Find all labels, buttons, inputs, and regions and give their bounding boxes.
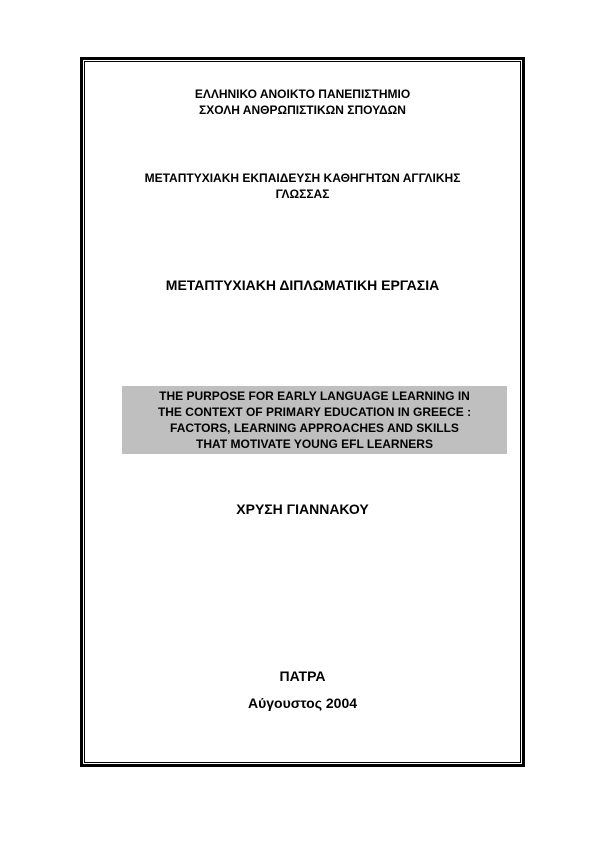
university-name: ΕΛΛΗΝΙΚΟ ΑΝΟΙΚΤΟ ΠΑΝΕΠΙΣΤΗΜΙΟ [194, 87, 411, 101]
thesis-title-line-3: FACTORS, LEARNING APPROACHES AND SKILLS [170, 421, 459, 435]
program-name-line-2: ΓΛΩΣΣΑΣ [275, 187, 330, 201]
author-name: ΧΡΥΣΗ ΓΙΑΝΝΑΚΟΥ [236, 501, 369, 517]
submission-date: Αύγουστος 2004 [247, 695, 358, 711]
school-name: ΣΧΟΛΗ ΑΝΘΡΩΠΙΣΤΙΚΩΝ ΣΠΟΥΔΩΝ [199, 103, 406, 117]
place-name: ΠΑΤΡΑ [279, 668, 326, 684]
thesis-title-line-1: THE PURPOSE FOR EARLY LANGUAGE LEARNING IN [159, 389, 470, 403]
program-name-line-1: ΜΕΤΑΠΤΥΧΙΑΚΗ ΕΚΠΑΙΔΕΥΣΗ ΚΑΘΗΓΗΤΩΝ ΑΓΓΛΙΚΗΣ [144, 171, 461, 185]
thesis-title-line-2: THE CONTEXT OF PRIMARY EDUCATION IN GREECE : [157, 405, 472, 419]
thesis-title-line-4: THAT MOTIVATE YOUNG EFL LEARNERS [196, 437, 433, 451]
thesis-type-heading: ΜΕΤΑΠΤΥΧΙΑΚΗ ΔΙΠΛΩΜΑΤΙΚΗ ΕΡΓΑΣΙΑ [165, 277, 440, 293]
